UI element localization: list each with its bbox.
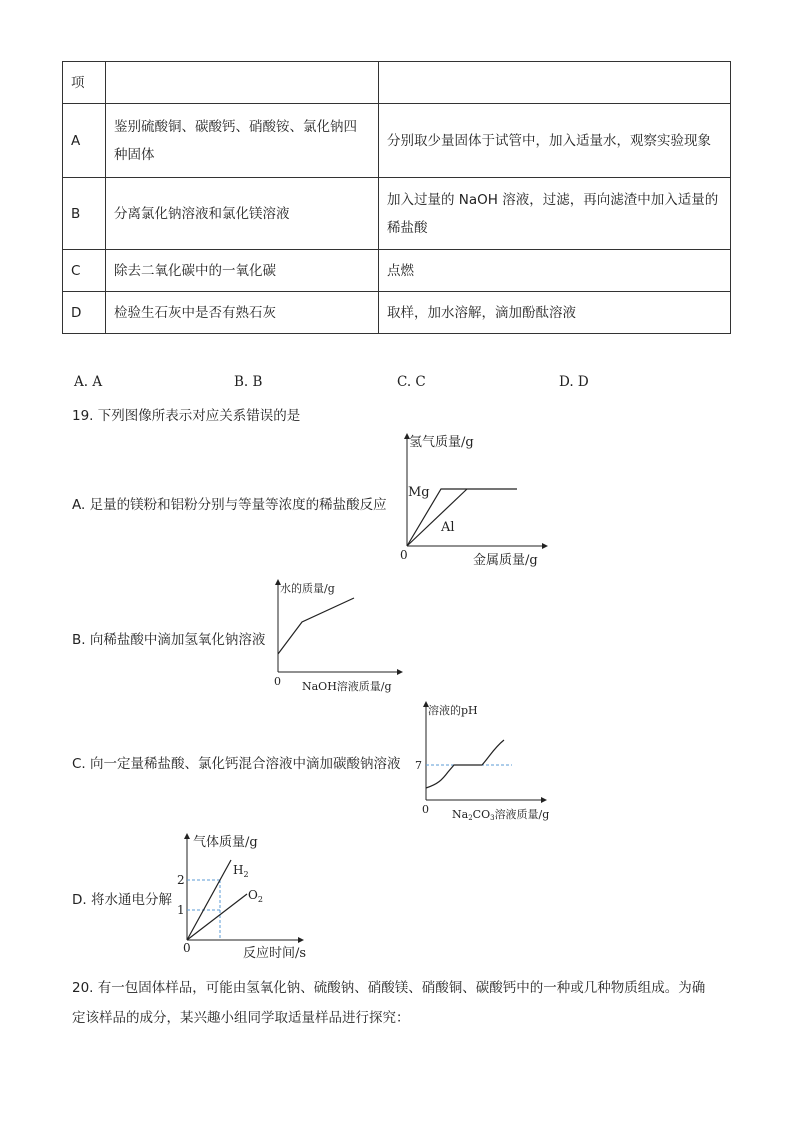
answer-option-a: A. A xyxy=(74,374,103,390)
row-purpose xyxy=(106,178,379,250)
row-label: C xyxy=(63,250,106,292)
question-20-line-2: 定该样品的成分，某兴趣小组同学取适量样品进行探究： xyxy=(72,1010,410,1026)
row-purpose xyxy=(106,292,379,334)
h2-label: $H_2$ xyxy=(233,863,249,879)
graph-d xyxy=(173,832,318,962)
y-axis-label: 水的质量/g xyxy=(280,582,335,595)
experiment-table xyxy=(62,61,731,334)
o2-label: $O_2$ xyxy=(248,888,263,904)
graph-b xyxy=(272,578,407,696)
answer-option-d: D. D xyxy=(559,374,589,390)
row-method xyxy=(379,178,731,250)
o2-line xyxy=(187,894,247,940)
y-axis-label: 氢气质量/g xyxy=(409,435,474,450)
answer-option-c: C. C xyxy=(397,374,426,390)
table-header-row xyxy=(63,62,731,104)
row-purpose-line: 分离氯化钠溶液和氯化镁溶液 xyxy=(114,205,290,222)
y-tick-2: 2 xyxy=(177,873,185,887)
x-axis-label: 反应时间/s xyxy=(243,946,307,961)
y-tick-1: 1 xyxy=(177,903,185,917)
x-axis-label: NaOH溶液质量/g xyxy=(302,680,392,693)
table-row-d xyxy=(63,292,731,334)
h2-line xyxy=(187,860,231,940)
question-19-stem: 19. 下列图像所表示对应关系错误的是 xyxy=(72,408,301,424)
row-method-line: 取样，加水溶解，滴加酚酞溶液 xyxy=(387,304,576,321)
q19-option-d: D. 将水通电分解 xyxy=(72,892,172,908)
q19-option-c: C. 向一定量稀盐酸、氯化钙混合溶液中滴加碳酸钠溶液 xyxy=(72,756,401,772)
row-method-line: 分别取少量固体于试管中，加入适量水，观察实验现象 xyxy=(387,132,711,149)
row-method-line: 加入过量的 NaOH 溶液，过滤，再向滤渣中加入适量的 xyxy=(387,191,719,208)
header-cell-item: 项 xyxy=(63,62,106,104)
header-cell-purpose xyxy=(106,62,379,104)
water-mass-line xyxy=(278,598,354,654)
mg-label: Mg xyxy=(408,485,430,500)
row-method xyxy=(379,104,731,178)
row-purpose xyxy=(106,104,379,178)
table-row-b xyxy=(63,178,731,250)
answer-option-b: B. B xyxy=(234,374,263,390)
al-label: Al xyxy=(441,520,455,535)
row-method-line: 点燃 xyxy=(387,262,414,279)
table-row-a xyxy=(63,104,731,178)
row-label: D xyxy=(63,292,106,334)
row-purpose-line: 种固体 xyxy=(114,146,155,163)
x-axis-label: 金属质量/g xyxy=(473,553,538,568)
header-cell-method xyxy=(379,62,731,104)
y-axis-label: 溶液的pH xyxy=(428,704,478,717)
x-axis-label: Na2CO3溶液质量/g xyxy=(452,808,550,822)
row-method xyxy=(379,250,731,292)
y-axis-label: 气体质量/g xyxy=(193,835,258,850)
q19-option-a: A. 足量的镁粉和铝粉分别与等量等浓度的稀盐酸反应 xyxy=(72,497,387,513)
row-label: B xyxy=(63,178,106,250)
row-purpose xyxy=(106,250,379,292)
row-method-line: 稀盐酸 xyxy=(387,219,428,236)
row-method xyxy=(379,292,731,334)
ph-curve xyxy=(426,740,504,788)
row-purpose-line: 除去二氧化碳中的一氧化碳 xyxy=(114,262,276,279)
origin-label: 0 xyxy=(400,548,408,562)
origin-label: 0 xyxy=(422,803,429,816)
origin-label: 0 xyxy=(183,941,191,955)
graph-a xyxy=(395,428,560,570)
table-row-c xyxy=(63,250,731,292)
ph-7-tick: 7 xyxy=(415,759,422,772)
graph-c xyxy=(412,700,562,825)
row-purpose-line: 鉴别硫酸铜、碳酸钙、硝酸铵、氯化钠四 xyxy=(114,118,357,135)
row-label: A xyxy=(63,104,106,178)
question-20-line-1: 20. 有一包固体样品，可能由氢氧化钠、硫酸钠、硝酸镁、硝酸铜、碳酸钙中的一种或几种物质组成。为确 xyxy=(72,980,706,996)
origin-label: 0 xyxy=(274,675,281,688)
row-purpose-line: 检验生石灰中是否有熟石灰 xyxy=(114,304,276,321)
q19-option-b: B. 向稀盐酸中滴加氢氧化钠溶液 xyxy=(72,632,266,648)
